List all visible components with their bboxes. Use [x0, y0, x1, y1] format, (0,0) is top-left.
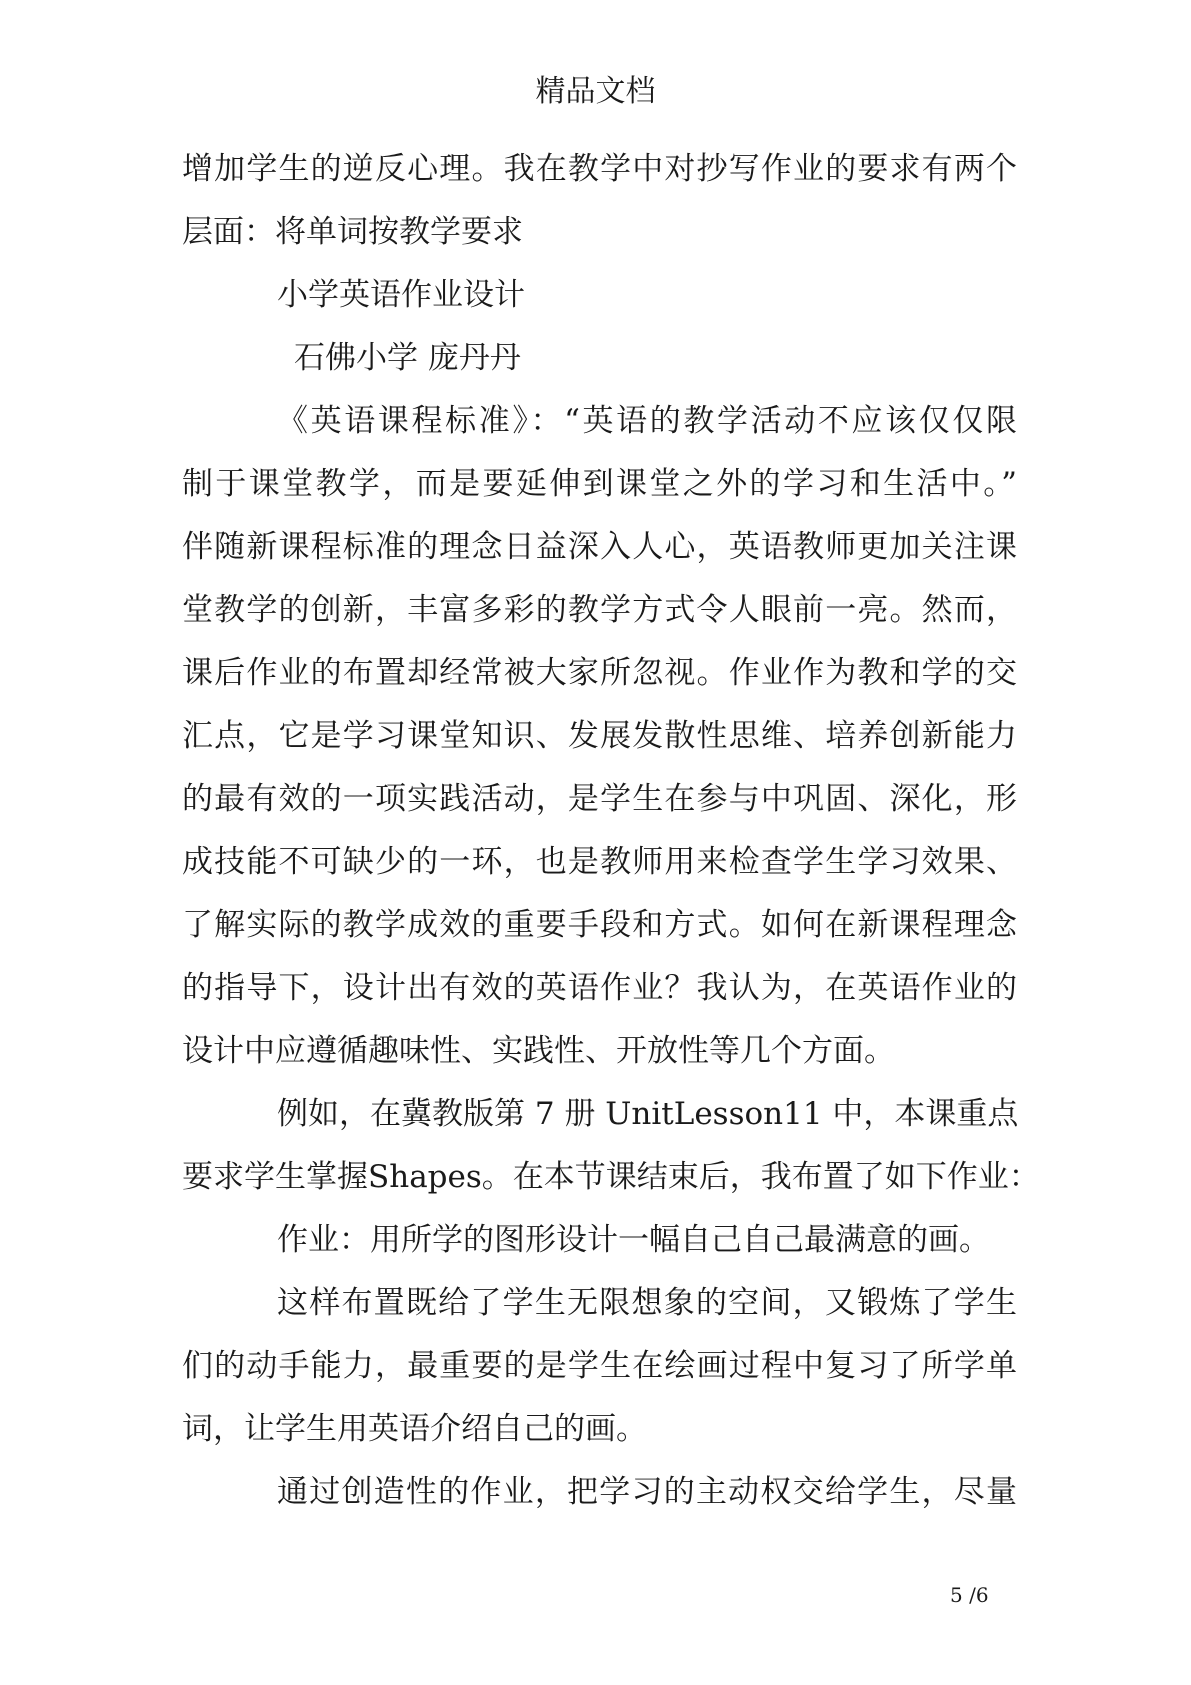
text-line: 通过创造性的作业，把学习的主动权交给学生，尽量	[277, 1474, 1017, 1510]
page-header: 精品文档	[535, 74, 656, 109]
text-line: 堂教学的创新，丰富多彩的教学方式令人眼前一亮。然而，	[182, 592, 1017, 628]
text-line: 课后作业的布置却经常被大家所忽视。作业作为教和学的交	[182, 655, 1017, 691]
text-line: 这样布置既给了学生无限想象的空间，又锻炼了学生	[277, 1285, 1017, 1321]
text-line: 例如，在冀教版第 7 册 UnitLesson11 中，本课重点	[277, 1096, 1019, 1132]
text-line: 词，让学生用英语介绍自己的画。	[182, 1411, 647, 1447]
text-line: 《英语课程标准》：“英语的教学活动不应该仅仅限	[277, 403, 1017, 439]
text-line: 成技能不可缺少的一环，也是教师用来检查学生学习效果、	[182, 844, 1017, 880]
text-line: 了解实际的教学成效的重要手段和方式。如何在新课程理念	[182, 907, 1017, 943]
text-line: 伴随新课程标准的理念日益深入人心，英语教师更加关注课	[182, 529, 1017, 565]
document-body	[182, 138, 1040, 1524]
text-line: 层面：将单词按教学要求	[182, 214, 523, 250]
article-author: 石佛小学 庞丹丹	[294, 340, 521, 376]
text-line: 们的动手能力，最重要的是学生在绘画过程中复习了所学单	[182, 1348, 1017, 1384]
article-title: 小学英语作业设计	[277, 277, 525, 313]
text-line: 的最有效的一项实践活动，是学生在参与中巩固、深化，形	[182, 781, 1017, 817]
text-line: 要求学生掌握Shapes。在本节课结束后，我布置了如下作业：	[182, 1159, 1040, 1195]
text-line: 作业：用所学的图形设计一幅自己自己最满意的画。	[277, 1222, 990, 1258]
page-number: 5 /6	[950, 1583, 989, 1607]
text-line: 汇点，它是学习课堂知识、发展发散性思维、培养创新能力	[182, 718, 1017, 754]
text-line: 制于课堂教学，而是要延伸到课堂之外的学习和生活中。”	[182, 466, 1017, 502]
text-line: 增加学生的逆反心理。我在教学中对抄写作业的要求有两个	[182, 151, 1017, 187]
text-line: 的指导下，设计出有效的英语作业？我认为，在英语作业的	[182, 970, 1017, 1006]
text-line: 设计中应遵循趣味性、实践性、开放性等几个方面。	[182, 1033, 895, 1069]
